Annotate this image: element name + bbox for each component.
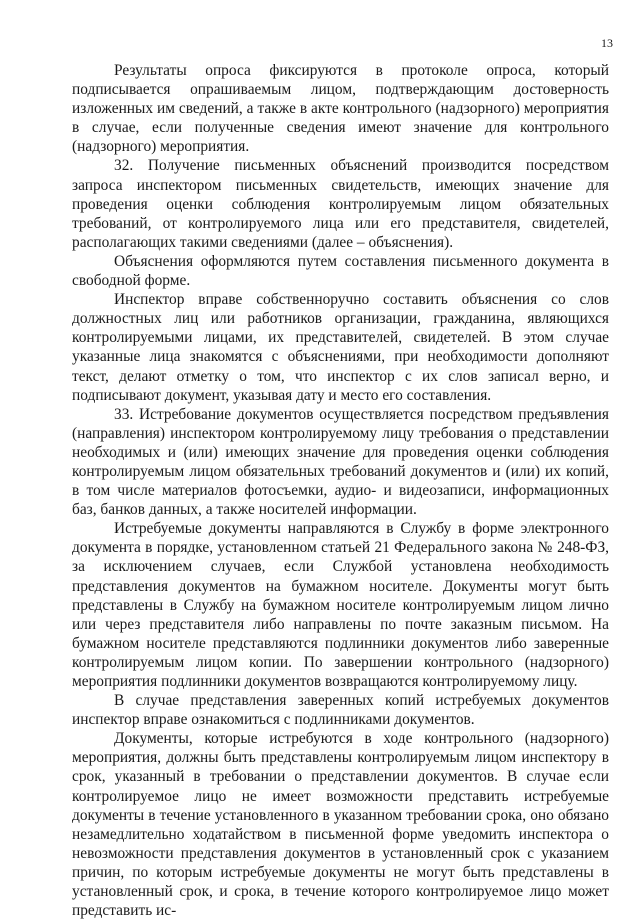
page-number: 13 — [601, 36, 613, 50]
document-body — [72, 61, 609, 920]
paragraph-survey-results: Результаты опроса фиксируются в протоколе опроса, который подписывается опрашиваемым лицом, подтверждающим достоверность изложенных им сведений, а также в акте контрольного (надзорного) мероприятия в случае, если полученные сведения имеют значение для контрольного (надзорного) мероприятия. — [72, 62, 609, 156]
paragraph-explanations-form: Объяснения оформляются путем составления письменного документа в свободной форме. — [72, 252, 609, 290]
paragraph-inspector-explanations: Инспектор вправе собственноручно составить объяснения со слов должностных лиц или работников организации, гражданина, являющихся контролируемыми лицами, их представителей, свидетелей. В этом случае указанные лица знакомятся с объяснениями, при необходимости дополняют текст, делают отметку о том, что инспектор с их слов записал верно, и подписывают документ, указывая дату и место его составления. — [72, 291, 609, 404]
paragraph-certified-copies: В случае представления заверенных копий истребуемых документов инспектор вправе ознакомиться с подлинниками документов. — [72, 692, 609, 729]
paragraph-documents-deadline: Документы, которые истребуются в ходе контрольного (надзорного) мероприятия, должны быть представлены контролируемым лицом инспектору в срок, указанный в требовании о представлении документов. В случае если контролируемое лицо не имеет возможности представить истребуемые документы в течение установленного в указанном требовании срока, оно обязано незамедлительно ходатайством в письменной форме уведомить инспектора о невозможности представления документов в установленный срок с указанием причин, по которым истребуемые документы не могут быть представлены в установленный срок, и срока, в течение которого контролируемое лицо может представить ис- — [72, 730, 609, 920]
paragraph-item-32: 32. Получение письменных объяснений производится посредством запроса инспектором письменных свидетельств, имеющих значение для проведения оценки соблюдения контролируемым лицом обязательных требований, от контролируемого лица или его представителя, свидетелей, располагающих такими сведениями (далее – объяснения). — [72, 157, 609, 251]
paragraph-documents-sent: Истребуемые документы направляются в Службу в форме электронного документа в порядке, установленном статьей 21 Федерального закона № 248-ФЗ, за исключением случаев, если Службой установлена необходимость представления документов на бумажном носителе. Документы могут быть представлены в Службу на бумажном носителе контролируемым лицом лично или через представителя либо направлены по почте заказным письмом. На бумажном носителе представляются подлинники документов либо заверенные контролируемым лицом копии. По завершении контрольного (надзорного) мероприятия подлинники документов возвращаются контролируемому лицу. — [72, 520, 609, 690]
paragraph-item-33: 33. Истребование документов осуществляется посредством предъявления (направления) инспектором контролируемому лицу требования о представлении необходимых и (или) имеющих значение для проведения оценки соблюдения контролируемым лицом обязательных требований документов и (или) их копий, в том числе материалов фотосъемки, аудио- и видеозаписи, информационных баз, банков данных, а также носителей информации. — [72, 405, 609, 519]
